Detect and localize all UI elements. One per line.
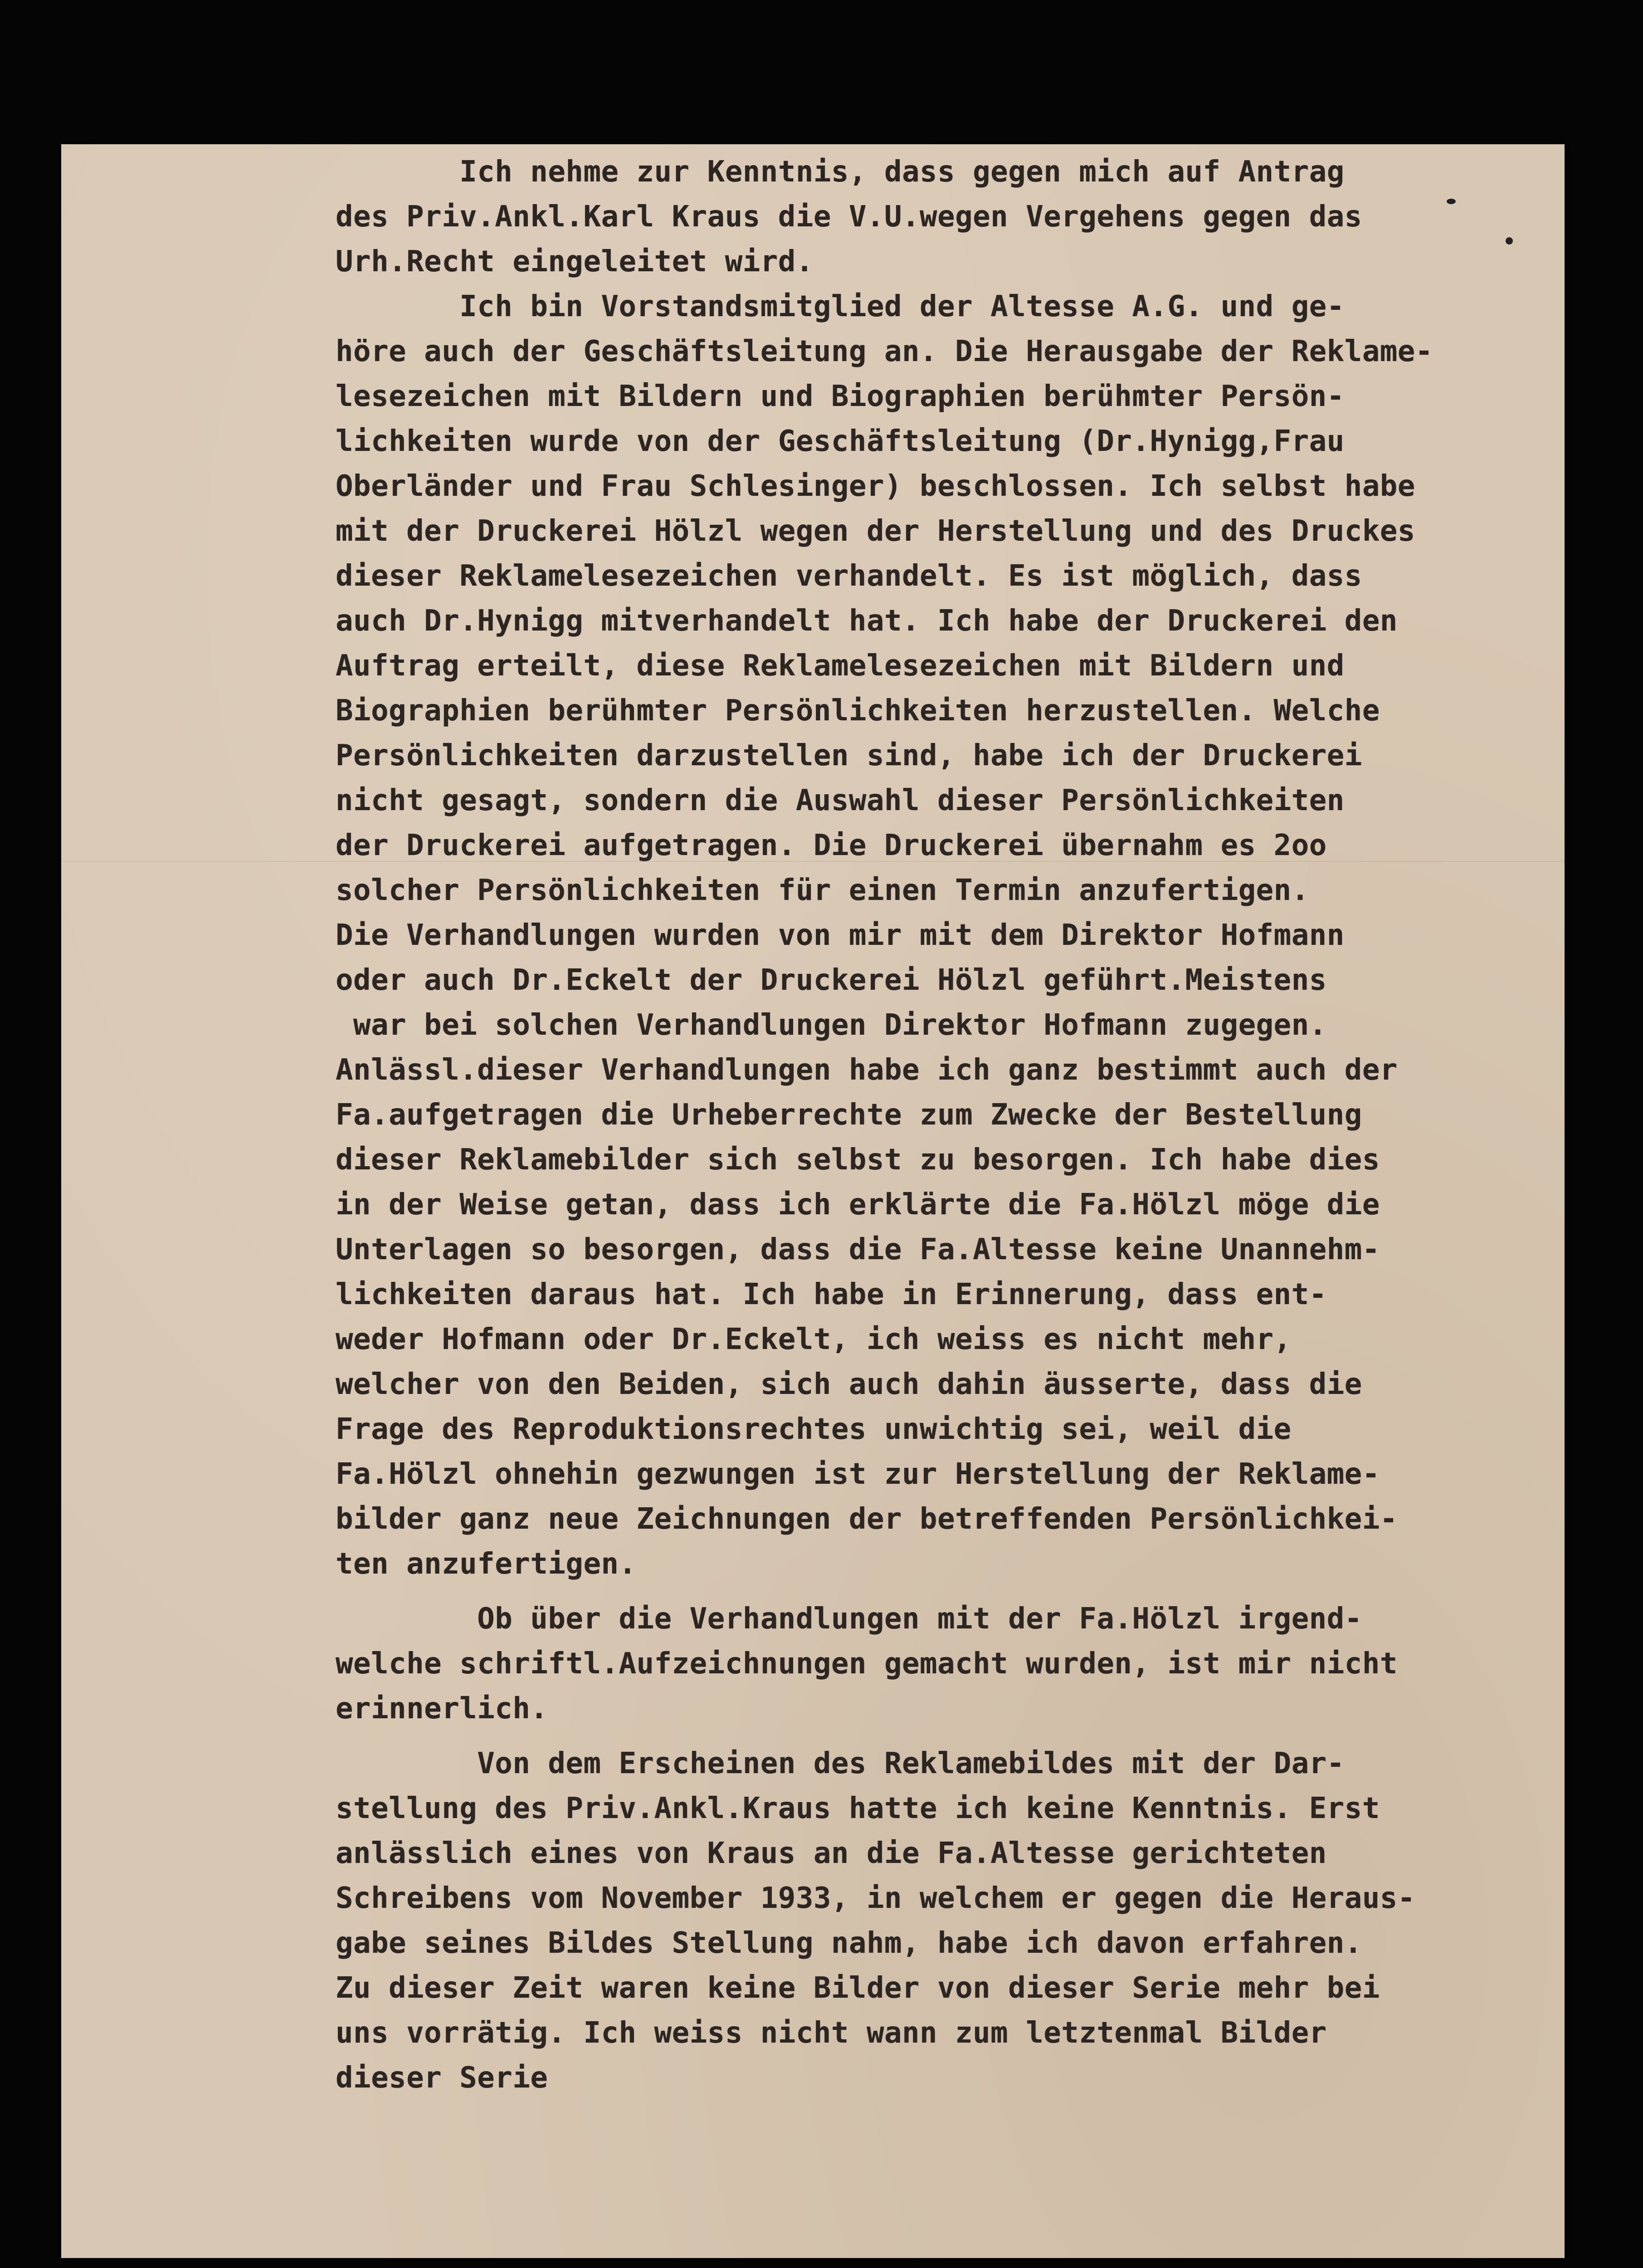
text-line: lichkeiten daraus hat. Ich habe in Erinnerung, dass ent- (336, 1278, 1327, 1311)
text-line: Persönlichkeiten darzustellen sind, habe ich der Druckerei (336, 739, 1362, 772)
text-line: ten anzufertigen. (336, 1547, 637, 1581)
text-line: lichkeiten wurde von der Geschäftsleitung (Dr.Hynigg,Frau (336, 425, 1345, 458)
text-line: Schreibens vom November 1933, in welchem er gegen die Heraus- (336, 1882, 1415, 1915)
text-line: des Priv.Ankl.Karl Kraus die V.U.wegen Vergehens gegen das (336, 200, 1362, 234)
typed-statement (336, 150, 1533, 2101)
text-line: erinnerlich. (336, 1692, 548, 1725)
text-line: Unterlagen so besorgen, dass die Fa.Altesse keine Unannehm- (336, 1233, 1380, 1266)
text-line: Die Verhandlungen wurden von mir mit dem Direktor Hofmann (336, 919, 1345, 952)
text-line: Fa.Hölzl ohnehin gezwungen ist zur Herstellung der Reklame- (336, 1457, 1380, 1491)
text-line: Oberländer und Frau Schlesinger) beschlossen. Ich selbst habe (336, 469, 1415, 503)
text-line: höre auch der Geschäftsleitung an. Die Herausgabe der Reklame- (336, 335, 1433, 368)
text-line: dieser Serie (336, 2061, 548, 2095)
text-line: uns vorrätig. Ich weiss nicht wann zum letztenmal Bilder (336, 2016, 1327, 2050)
text-line: solcher Persönlichkeiten für einen Termin anzufertigen. (336, 874, 1309, 907)
text-line: Ich nehme zur Kenntnis, dass gegen mich auf Antrag (336, 155, 1345, 189)
text-line: Ich bin Vorstandsmitglied der Altesse A.G. und ge- (336, 290, 1345, 323)
text-line: Frage des Reproduktionsrechtes unwichtig sei, weil die (336, 1413, 1292, 1446)
text-line: Zu dieser Zeit waren keine Bilder von dieser Serie mehr bei (336, 1971, 1380, 2005)
text-line: oder auch Dr.Eckelt der Druckerei Hölzl geführt.Meistens (336, 963, 1327, 997)
text-line: welche schriftl.Aufzeichnungen gemacht wurden, ist mir nicht (336, 1647, 1398, 1681)
text-line: Anlässl.dieser Verhandlungen habe ich ganz bestimmt auch der (336, 1053, 1398, 1087)
text-line: nicht gesagt, sondern die Auswahl dieser Persönlichkeiten (336, 784, 1345, 817)
text-line: Urh.Recht eingeleitet wird. (336, 245, 814, 279)
text-line: bilder ganz neue Zeichnungen der betreffenden Persönlichkei- (336, 1502, 1398, 1536)
text-line: Ob über die Verhandlungen mit der Fa.Hölzl irgend- (336, 1602, 1362, 1636)
text-line: auch Dr.Hynigg mitverhandelt hat. Ich habe der Druckerei den (336, 604, 1398, 638)
text-line: weder Hofmann oder Dr.Eckelt, ich weiss es nicht mehr, (336, 1323, 1292, 1356)
text-line: lesezeichen mit Bildern und Biographien berühmter Persön- (336, 380, 1345, 413)
text-line: Auftrag erteilt, diese Reklamelesezeichen mit Bildern und (336, 649, 1345, 683)
text-line: anlässlich eines von Kraus an die Fa.Altesse gerichteten (336, 1837, 1327, 1870)
text-line: der Druckerei aufgetragen. Die Druckerei übernahm es 2oo (336, 829, 1327, 862)
text-line: gabe seines Bildes Stellung nahm, habe ich davon erfahren. (336, 1926, 1362, 1960)
text-line: mit der Druckerei Hölzl wegen der Herstellung und des Druckes (336, 514, 1415, 548)
text-line: in der Weise getan, dass ich erklärte die Fa.Hölzl möge die (336, 1188, 1380, 1222)
text-line: war bei solchen Verhandlungen Direktor Hofmann zugegen. (336, 1008, 1327, 1042)
text-line: stellung des Priv.Ankl.Kraus hatte ich keine Kenntnis. Erst (336, 1792, 1380, 1825)
text-line: dieser Reklamebilder sich selbst zu besorgen. Ich habe dies (336, 1143, 1380, 1177)
text-line: Fa.aufgetragen die Urheberrechte zum Zwecke der Bestellung (336, 1098, 1362, 1132)
text-line: welcher von den Beiden, sich auch dahin äusserte, dass die (336, 1368, 1362, 1401)
text-line: Von dem Erscheinen des Reklamebildes mit der Dar- (336, 1747, 1345, 1780)
text-line: dieser Reklamelesezeichen verhandelt. Es ist möglich, dass (336, 559, 1362, 593)
text-line: Biographien berühmter Persönlichkeiten herzustellen. Welche (336, 694, 1380, 728)
